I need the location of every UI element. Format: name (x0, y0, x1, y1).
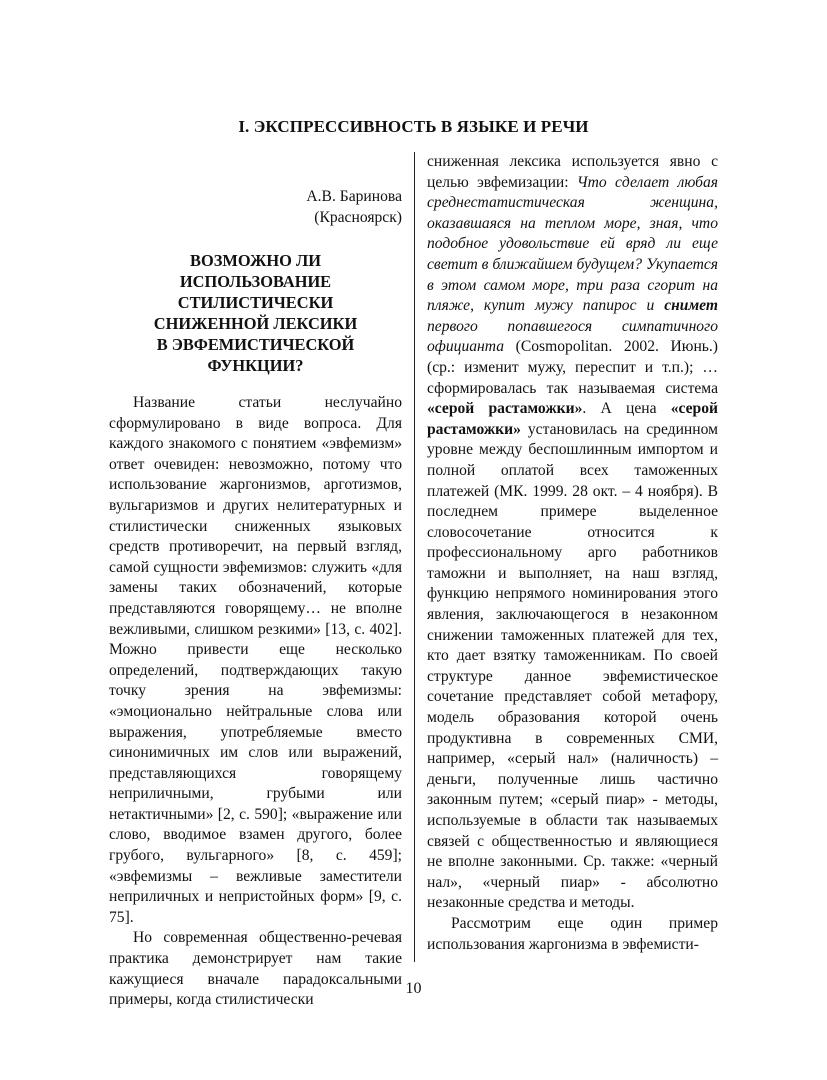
quote-italic: первого попавшегося симпатичного официанта (427, 317, 718, 356)
body-paragraph (427, 152, 718, 914)
article-title-line: ВОЗМОЖНО ЛИ (190, 251, 321, 270)
text-run: . А цена (582, 400, 671, 418)
text-run: сниженная лексика используется явно с целью эвфемизации: (427, 153, 718, 191)
quote-italic: Что сделает любая среднестатистическая женщина, оказавшаяся на теплом море, зная, что подобное удовольствие ей вряд ли еще светит в ближайшем будущем? Укупается в этом самом море, три раза сгорит на пляже, купит мужу папирос и (427, 173, 718, 315)
quote-bold-italic: снимет (664, 297, 718, 315)
right-column (427, 152, 718, 955)
article-title (115, 250, 396, 376)
article-title-line: СТИЛИСТИЧЕСКИ (177, 293, 334, 312)
article-title-line: ФУНКЦИИ? (207, 356, 304, 375)
text-run: установилась на срединном уровне между беспошлинным импортом и полной оплатой всех таможенных платежей (МК. 1999. 28 окт. – 4 ноября). В последнем примере выделенное словосочетание относится к профессиональному арго работников таможни и выполняет, на наш взгляд, функцию непрямого номинирования этого явления, заключающегося в незаконном снижении таможенных платежей для тех, кто дает взятку таможенникам. По своей структуре данное эвфемистическое сочетание представляет собой метафору, модель образования которой очень продуктивна в современных СМИ, например, «серый нал» (наличность) – деньги, полученные лишь частично законным путем; «серый пиар» - методы, используемые в области так называемых связей с общественностью и являющиеся не вполне законными. Ср. также: «черный нал», «черный пиар» - абсолютно незаконные средства и методы. (427, 420, 718, 912)
author-city: (Красноярск) (314, 209, 402, 226)
article-title-line: В ЭВФЕМИСТИЧЕСКОЙ (156, 335, 355, 354)
body-paragraph: Рассмотрим еще один пример использования жаргонизма в эвфемисти- (427, 914, 718, 953)
section-title: I. ЭКСПРЕССИВНОСТЬ В ЯЗЫКЕ И РЕЧИ (238, 117, 589, 136)
article-title-line: СНИЖЕННОЙ ЛЕКСИКИ (153, 314, 358, 333)
left-column (109, 152, 402, 1011)
body-paragraph: Но современная общественно-речевая практика демонстрирует нам такие кажущиеся вначале парадоксальными примеры, когда стилистически (109, 929, 402, 1009)
article-title-line: ИСПОЛЬЗОВАНИЕ (179, 272, 332, 291)
page-number: 10 (405, 980, 422, 997)
highlighted-term: «серой растаможки» (427, 400, 718, 438)
highlighted-term: «серой растаможки» (427, 400, 583, 418)
author-name: А.В. Баринова (306, 188, 402, 205)
author-block (109, 186, 402, 228)
text-run: (Cosmopolitan. 2002. Июнь.) (ср.: изменит мужу, переспит и т.п.); …сформировалась так называемая система (427, 338, 718, 397)
body-paragraph: Название статьи неслучайно сформулировано в виде вопроса. Для каждого знакомого с понятием «эвфемизм» ответ очевиден: невозможно, потому что использование жаргонизмов, арготизмов, вульгаризмов и других нелитературных и стилистически сниженных языковых средств противоречит, на первый взгляд, самой сущности эвфемизмов: служить «для замены таких обозначений, которые представляются говорящему… не вполне вежливыми, слишком резкими» [13, с. 402]. Можно привести еще несколько определений, подтверждающих такую точку зрения на эвфемизмы: «эмоционально нейтральные слова или выражения, употребляемые вместо синонимичных им слов или выражений, представляющихся говорящему неприличными, грубыми или нетактичными» [2, с. 590]; «выражение или слово, вводимое взамен другого, более грубого, вульгарного» [8, с. 459]; «эвфемизмы – вежливые заместители неприличных и непристойных форм» [9, с. 75]. (109, 394, 402, 926)
column-divider (414, 152, 415, 962)
